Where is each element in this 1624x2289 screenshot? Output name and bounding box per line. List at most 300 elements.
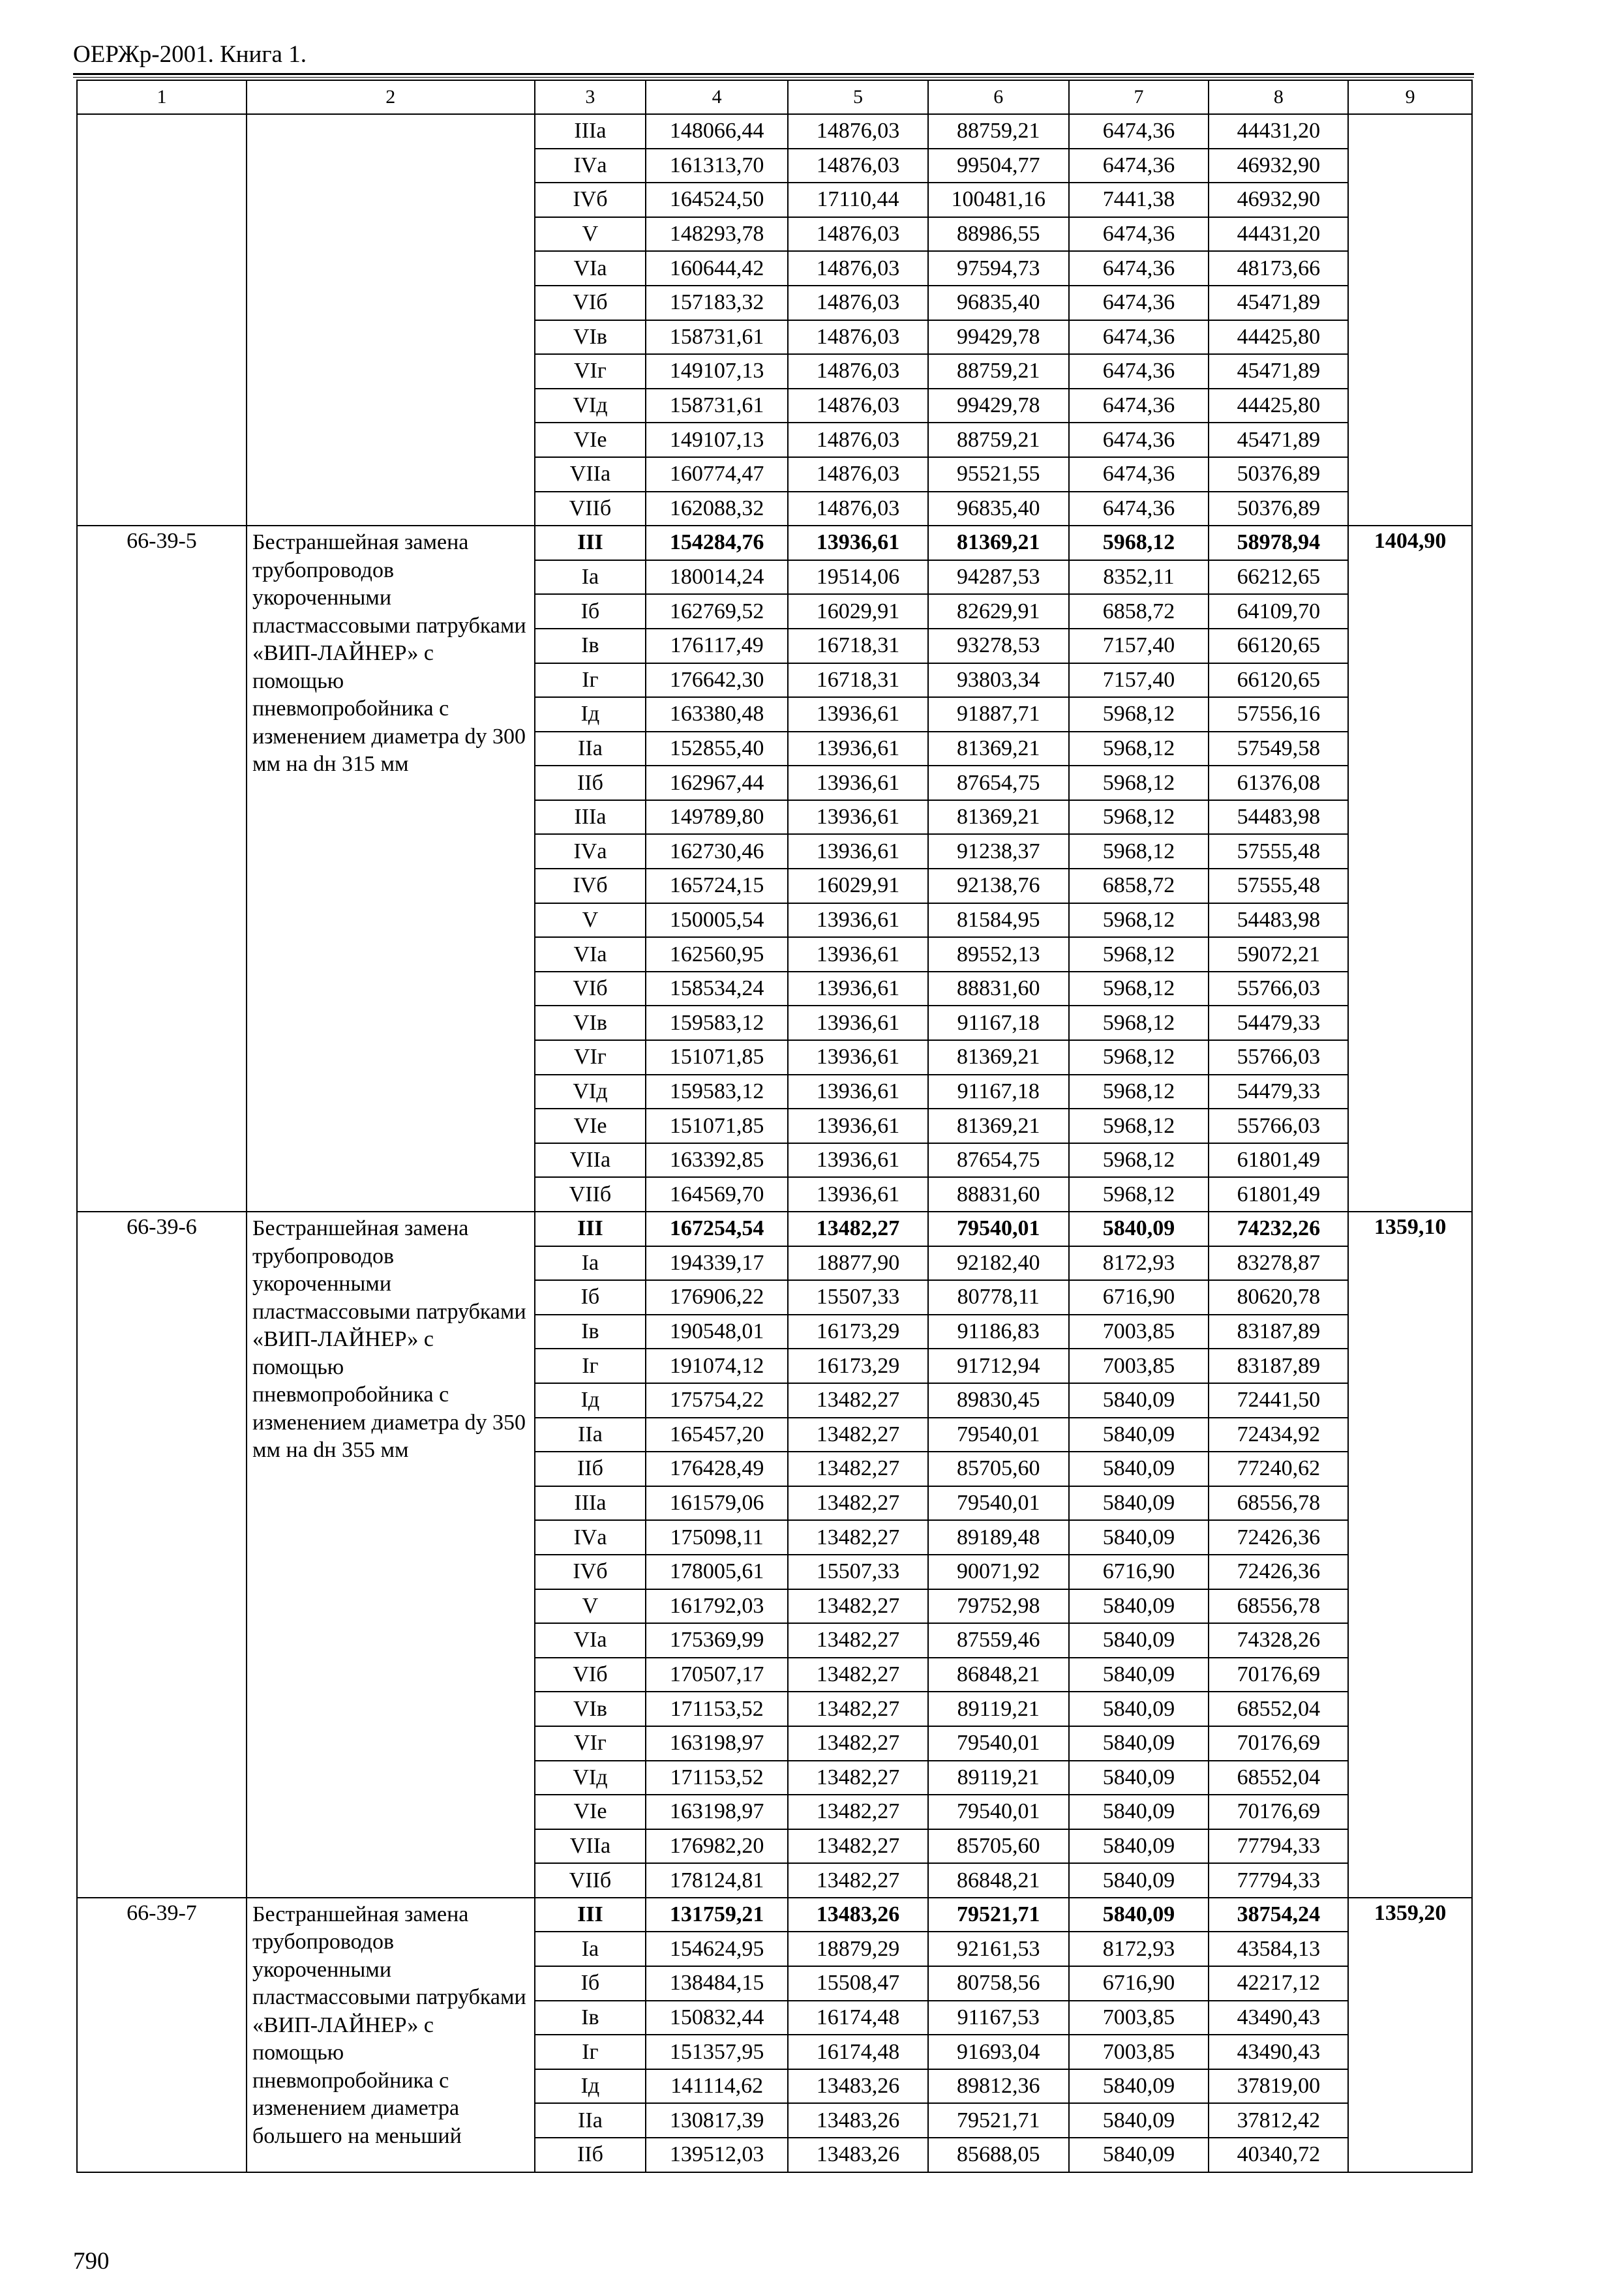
table-cell: IIIа bbox=[535, 1486, 646, 1521]
table-cell: Iб bbox=[535, 594, 646, 629]
table-cell: 74328,26 bbox=[1209, 1623, 1348, 1658]
table-cell: 80778,11 bbox=[928, 1280, 1069, 1315]
column-number-row bbox=[77, 80, 1472, 114]
table-cell: 42217,12 bbox=[1209, 1966, 1348, 2001]
table-cell: 97594,73 bbox=[928, 251, 1069, 286]
table-cell: Iа bbox=[535, 1246, 646, 1281]
table-cell: 161579,06 bbox=[646, 1486, 788, 1521]
table-cell: 70176,69 bbox=[1209, 1726, 1348, 1761]
table-cell: 6716,90 bbox=[1069, 1555, 1209, 1589]
table-cell: 152855,40 bbox=[646, 732, 788, 766]
table-cell: 171153,52 bbox=[646, 1692, 788, 1726]
table-cell: 13482,27 bbox=[788, 1520, 928, 1555]
table-cell: 72434,92 bbox=[1209, 1418, 1348, 1452]
table-cell: 14876,03 bbox=[788, 217, 928, 252]
table-cell: 68556,78 bbox=[1209, 1589, 1348, 1624]
table-cell: IIа bbox=[535, 1418, 646, 1452]
table-cell: 13936,61 bbox=[788, 766, 928, 800]
table-cell: 158534,24 bbox=[646, 972, 788, 1006]
table-cell: IIIа bbox=[535, 800, 646, 835]
table-cell: 13482,27 bbox=[788, 1761, 928, 1795]
table-cell: 5840,09 bbox=[1069, 1212, 1209, 1246]
table-cell: 176642,30 bbox=[646, 663, 788, 698]
table-cell: Iа bbox=[535, 560, 646, 595]
table-cell: 88759,21 bbox=[928, 423, 1069, 457]
table-cell: 154284,76 bbox=[646, 526, 788, 560]
table-cell: 81584,95 bbox=[928, 903, 1069, 938]
table-cell: 159583,12 bbox=[646, 1006, 788, 1040]
table-cell: 16173,29 bbox=[788, 1315, 928, 1349]
table-cell: 163380,48 bbox=[646, 697, 788, 732]
table-cell: 92182,40 bbox=[928, 1246, 1069, 1281]
table-cell: 44431,20 bbox=[1209, 217, 1348, 252]
table-cell: 55766,03 bbox=[1209, 972, 1348, 1006]
table-cell: VIг bbox=[535, 1040, 646, 1075]
table-cell: 40340,72 bbox=[1209, 2138, 1348, 2172]
table-cell: VIIб bbox=[535, 1177, 646, 1212]
table-cell: 87654,75 bbox=[928, 1143, 1069, 1178]
table-cell: 88831,60 bbox=[928, 1177, 1069, 1212]
table-cell: 154624,95 bbox=[646, 1932, 788, 1966]
table-cell: 13482,27 bbox=[788, 1486, 928, 1521]
table-cell: 8352,11 bbox=[1069, 560, 1209, 595]
table-cell: 171153,52 bbox=[646, 1761, 788, 1795]
table-cell: VIб bbox=[535, 286, 646, 320]
table-cell: VIIа bbox=[535, 457, 646, 492]
table-cell: 89119,21 bbox=[928, 1761, 1069, 1795]
table-cell: 72441,50 bbox=[1209, 1383, 1348, 1418]
column-number: 8 bbox=[1209, 80, 1348, 114]
table-cell: 81369,21 bbox=[928, 1040, 1069, 1075]
table-cell: V bbox=[535, 217, 646, 252]
table-cell: 68552,04 bbox=[1209, 1692, 1348, 1726]
table-cell: 43490,43 bbox=[1209, 2035, 1348, 2069]
table-cell: 13483,26 bbox=[788, 1898, 928, 1932]
table-cell: 93803,34 bbox=[928, 663, 1069, 698]
table-cell: 79540,01 bbox=[928, 1726, 1069, 1761]
table-cell: 6474,36 bbox=[1069, 217, 1209, 252]
table-cell: 165724,15 bbox=[646, 869, 788, 903]
table-cell: 178124,81 bbox=[646, 1863, 788, 1898]
table-cell: 5968,12 bbox=[1069, 800, 1209, 835]
table-cell: 79521,71 bbox=[928, 1898, 1069, 1932]
column-number: 9 bbox=[1348, 80, 1472, 114]
rate-description: Бестраншейная замена трубопроводов укороченными пластмассовыми патрубками «ВИП-ЛАЙНЕР» с помощью пневмопробойника с изменением диаметра dу 300 мм на dн 315 мм bbox=[247, 526, 535, 1212]
table-cell: 191074,12 bbox=[646, 1349, 788, 1383]
table-cell: 13482,27 bbox=[788, 1452, 928, 1486]
table-cell: 16029,91 bbox=[788, 594, 928, 629]
table-cell: 162769,52 bbox=[646, 594, 788, 629]
table-cell: 94287,53 bbox=[928, 560, 1069, 595]
table-cell: Iг bbox=[535, 1349, 646, 1383]
table-cell: 93278,53 bbox=[928, 629, 1069, 663]
table-cell: 66212,65 bbox=[1209, 560, 1348, 595]
table-cell: 96835,40 bbox=[928, 492, 1069, 526]
table-cell: VIIа bbox=[535, 1143, 646, 1178]
table-cell: 14876,03 bbox=[788, 389, 928, 423]
table-cell: IIа bbox=[535, 2103, 646, 2138]
table-cell: Iб bbox=[535, 1966, 646, 2001]
table-cell: 149789,80 bbox=[646, 800, 788, 835]
table-cell: 16173,29 bbox=[788, 1349, 928, 1383]
table-cell: VIIб bbox=[535, 492, 646, 526]
continued-cell bbox=[1348, 114, 1472, 526]
table-cell: VIв bbox=[535, 1692, 646, 1726]
table-cell: 88759,21 bbox=[928, 114, 1069, 149]
table-cell: 77240,62 bbox=[1209, 1452, 1348, 1486]
table-cell: 85705,60 bbox=[928, 1829, 1069, 1864]
table-cell: 80758,56 bbox=[928, 1966, 1069, 2001]
table-cell: 6474,36 bbox=[1069, 149, 1209, 183]
table-cell: 5840,09 bbox=[1069, 2138, 1209, 2172]
table-cell: 15508,47 bbox=[788, 1966, 928, 2001]
table-cell: 162730,46 bbox=[646, 834, 788, 869]
table-cell: 45471,89 bbox=[1209, 354, 1348, 389]
table-cell: 150832,44 bbox=[646, 2001, 788, 2035]
table-cell: 79521,71 bbox=[928, 2103, 1069, 2138]
table-cell: 44425,80 bbox=[1209, 320, 1348, 355]
header-rule bbox=[73, 73, 1474, 75]
table-cell: 141114,62 bbox=[646, 2069, 788, 2104]
table-cell: 72426,36 bbox=[1209, 1520, 1348, 1555]
column-number: 5 bbox=[788, 80, 928, 114]
table-cell: 5840,09 bbox=[1069, 1520, 1209, 1555]
table-cell: 6858,72 bbox=[1069, 869, 1209, 903]
table-cell: 6858,72 bbox=[1069, 594, 1209, 629]
table-cell: 6474,36 bbox=[1069, 423, 1209, 457]
table-cell: 99429,78 bbox=[928, 389, 1069, 423]
table-cell: 6474,36 bbox=[1069, 354, 1209, 389]
table-cell: 151357,95 bbox=[646, 2035, 788, 2069]
table-cell: 5968,12 bbox=[1069, 732, 1209, 766]
table-cell: Iг bbox=[535, 2035, 646, 2069]
table-cell: 6474,36 bbox=[1069, 251, 1209, 286]
rate-col9-value: 1359,20 bbox=[1348, 1898, 1472, 2172]
table-cell: 5968,12 bbox=[1069, 1109, 1209, 1143]
table-cell: 13482,27 bbox=[788, 1589, 928, 1624]
table-cell: 5968,12 bbox=[1069, 697, 1209, 732]
table-row bbox=[77, 1212, 1472, 1246]
table-cell: 70176,69 bbox=[1209, 1658, 1348, 1692]
table-cell: V bbox=[535, 903, 646, 938]
table-cell: 74232,26 bbox=[1209, 1212, 1348, 1246]
table-cell: 5840,09 bbox=[1069, 1829, 1209, 1864]
table-cell: 7003,85 bbox=[1069, 1349, 1209, 1383]
page-number: 790 bbox=[73, 2248, 110, 2275]
table-cell: 91167,53 bbox=[928, 2001, 1069, 2035]
table-cell: 151071,85 bbox=[646, 1040, 788, 1075]
table-cell: 48173,66 bbox=[1209, 251, 1348, 286]
table-cell: 5840,09 bbox=[1069, 1692, 1209, 1726]
page-header: ОЕРЖр-2001. Книга 1. bbox=[73, 41, 307, 68]
table-cell: 89189,48 bbox=[928, 1520, 1069, 1555]
table-cell: 79752,98 bbox=[928, 1589, 1069, 1624]
table-cell: 13936,61 bbox=[788, 834, 928, 869]
table-cell: 164524,50 bbox=[646, 183, 788, 217]
table-cell: 57555,48 bbox=[1209, 869, 1348, 903]
table-cell: 176117,49 bbox=[646, 629, 788, 663]
column-number: 7 bbox=[1069, 80, 1209, 114]
table-cell: 5840,09 bbox=[1069, 1452, 1209, 1486]
table-cell: Iд bbox=[535, 697, 646, 732]
table-cell: 5968,12 bbox=[1069, 1177, 1209, 1212]
table-cell: 61801,49 bbox=[1209, 1143, 1348, 1178]
table-cell: 55766,03 bbox=[1209, 1040, 1348, 1075]
table-cell: 80620,78 bbox=[1209, 1280, 1348, 1315]
table-cell: IVа bbox=[535, 1520, 646, 1555]
table-cell: 6474,36 bbox=[1069, 457, 1209, 492]
table-cell: VIг bbox=[535, 354, 646, 389]
table-cell: 96835,40 bbox=[928, 286, 1069, 320]
table-cell: 5968,12 bbox=[1069, 972, 1209, 1006]
table-cell: 85705,60 bbox=[928, 1452, 1069, 1486]
table-cell: 5968,12 bbox=[1069, 1075, 1209, 1109]
table-cell: 91167,18 bbox=[928, 1075, 1069, 1109]
table-cell: 175098,11 bbox=[646, 1520, 788, 1555]
table-cell: 13482,27 bbox=[788, 1829, 928, 1864]
table-cell: 66120,65 bbox=[1209, 663, 1348, 698]
table-cell: 88986,55 bbox=[928, 217, 1069, 252]
table-cell: 6474,36 bbox=[1069, 492, 1209, 526]
table-cell: 5840,09 bbox=[1069, 1726, 1209, 1761]
table-cell: 5840,09 bbox=[1069, 1623, 1209, 1658]
table-cell: 13936,61 bbox=[788, 526, 928, 560]
table-cell: 6474,36 bbox=[1069, 320, 1209, 355]
table-cell: 139512,03 bbox=[646, 2138, 788, 2172]
table-cell: 13936,61 bbox=[788, 1075, 928, 1109]
table-cell: 44425,80 bbox=[1209, 389, 1348, 423]
table-cell: 79540,01 bbox=[928, 1418, 1069, 1452]
table-body bbox=[77, 80, 1472, 2172]
table-cell: 131759,21 bbox=[646, 1898, 788, 1932]
table-cell: 45471,89 bbox=[1209, 286, 1348, 320]
table-cell: 13936,61 bbox=[788, 1040, 928, 1075]
table-cell: 46932,90 bbox=[1209, 149, 1348, 183]
table-cell: Iа bbox=[535, 1932, 646, 1966]
table-cell: VIв bbox=[535, 1006, 646, 1040]
table-cell: 13482,27 bbox=[788, 1726, 928, 1761]
table-cell: 61801,49 bbox=[1209, 1177, 1348, 1212]
rate-description: Бестраншейная замена трубопроводов укороченными пластмассовыми патрубками «ВИП-ЛАЙНЕР» с помощью пневмопробойника с изменением диаметра dу 350 мм на dн 355 мм bbox=[247, 1212, 535, 1898]
table-cell: 13936,61 bbox=[788, 1006, 928, 1040]
table-cell: 77794,33 bbox=[1209, 1863, 1348, 1898]
table-cell: 13483,26 bbox=[788, 2069, 928, 2104]
table-cell: 6474,36 bbox=[1069, 389, 1209, 423]
rate-col9-value: 1359,10 bbox=[1348, 1212, 1472, 1898]
table-cell: VIа bbox=[535, 1623, 646, 1658]
table-cell: 8172,93 bbox=[1069, 1246, 1209, 1281]
table-cell: 7003,85 bbox=[1069, 1315, 1209, 1349]
table-cell: 68556,78 bbox=[1209, 1486, 1348, 1521]
table-cell: 81369,21 bbox=[928, 800, 1069, 835]
table-cell: 7003,85 bbox=[1069, 2035, 1209, 2069]
table-cell: 162967,44 bbox=[646, 766, 788, 800]
table-cell: VIг bbox=[535, 1726, 646, 1761]
table-cell: 81369,21 bbox=[928, 1109, 1069, 1143]
table-cell: 91167,18 bbox=[928, 1006, 1069, 1040]
table-cell: VIе bbox=[535, 423, 646, 457]
table-cell: 43584,13 bbox=[1209, 1932, 1348, 1966]
table-cell: 16174,48 bbox=[788, 2035, 928, 2069]
table-cell: 13936,61 bbox=[788, 937, 928, 972]
table-cell: 5840,09 bbox=[1069, 1658, 1209, 1692]
table-cell: 165457,20 bbox=[646, 1418, 788, 1452]
table-cell: 158731,61 bbox=[646, 320, 788, 355]
table-cell: 14876,03 bbox=[788, 457, 928, 492]
table-cell: 176982,20 bbox=[646, 1829, 788, 1864]
table-cell: 64109,70 bbox=[1209, 594, 1348, 629]
table-cell: 7441,38 bbox=[1069, 183, 1209, 217]
column-number: 3 bbox=[535, 80, 646, 114]
table-cell: IVа bbox=[535, 149, 646, 183]
table-cell: 149107,13 bbox=[646, 354, 788, 389]
table-cell: 13482,27 bbox=[788, 1383, 928, 1418]
table-cell: 163198,97 bbox=[646, 1726, 788, 1761]
table-cell: 6474,36 bbox=[1069, 286, 1209, 320]
table-cell: 89812,36 bbox=[928, 2069, 1069, 2104]
table-cell: 13936,61 bbox=[788, 800, 928, 835]
table-cell: 54483,98 bbox=[1209, 903, 1348, 938]
table-cell: 149107,13 bbox=[646, 423, 788, 457]
table-cell: Iб bbox=[535, 1280, 646, 1315]
table-cell: 85688,05 bbox=[928, 2138, 1069, 2172]
table-cell: 6716,90 bbox=[1069, 1966, 1209, 2001]
table-cell: 14876,03 bbox=[788, 286, 928, 320]
table-cell: 13482,27 bbox=[788, 1418, 928, 1452]
table-cell: 138484,15 bbox=[646, 1966, 788, 2001]
table-cell: 45471,89 bbox=[1209, 423, 1348, 457]
table-cell: 13482,27 bbox=[788, 1212, 928, 1246]
table-cell: 90071,92 bbox=[928, 1555, 1069, 1589]
rate-code: 66-39-5 bbox=[77, 526, 247, 1212]
table-cell: 54479,33 bbox=[1209, 1006, 1348, 1040]
table-cell: V bbox=[535, 1589, 646, 1624]
table-cell: 13483,26 bbox=[788, 2138, 928, 2172]
table-cell: 13482,27 bbox=[788, 1623, 928, 1658]
table-cell: IIIа bbox=[535, 114, 646, 149]
table-cell: 5968,12 bbox=[1069, 526, 1209, 560]
table-cell: 6474,36 bbox=[1069, 114, 1209, 149]
table-cell: 95521,55 bbox=[928, 457, 1069, 492]
table-cell: IVа bbox=[535, 834, 646, 869]
table-cell: 99504,77 bbox=[928, 149, 1069, 183]
table-cell: 5840,09 bbox=[1069, 1383, 1209, 1418]
table-cell: 88831,60 bbox=[928, 972, 1069, 1006]
table-cell: Iд bbox=[535, 2069, 646, 2104]
table-cell: 13936,61 bbox=[788, 1109, 928, 1143]
table-cell: IVб bbox=[535, 183, 646, 217]
rate-code: 66-39-7 bbox=[77, 1898, 247, 2172]
table-cell: 14876,03 bbox=[788, 354, 928, 389]
table-cell: III bbox=[535, 526, 646, 560]
table-cell: VIIб bbox=[535, 1863, 646, 1898]
table-cell: 72426,36 bbox=[1209, 1555, 1348, 1589]
table-cell: 5968,12 bbox=[1069, 1143, 1209, 1178]
table-cell: 61376,08 bbox=[1209, 766, 1348, 800]
table-cell: 15507,33 bbox=[788, 1555, 928, 1589]
table-cell: 44431,20 bbox=[1209, 114, 1348, 149]
table-cell: 8172,93 bbox=[1069, 1932, 1209, 1966]
table-cell: 16718,31 bbox=[788, 629, 928, 663]
table-cell: 148066,44 bbox=[646, 114, 788, 149]
table-cell: 14876,03 bbox=[788, 149, 928, 183]
table-cell: 83187,89 bbox=[1209, 1315, 1348, 1349]
table-cell: 13936,61 bbox=[788, 972, 928, 1006]
column-number: 4 bbox=[646, 80, 788, 114]
header-rule-thin bbox=[73, 77, 1474, 78]
table-cell: 70176,69 bbox=[1209, 1795, 1348, 1829]
table-cell: 82629,91 bbox=[928, 594, 1069, 629]
table-cell: 18877,90 bbox=[788, 1246, 928, 1281]
table-cell: 157183,32 bbox=[646, 286, 788, 320]
table-cell: 190548,01 bbox=[646, 1315, 788, 1349]
table-cell: VIд bbox=[535, 1075, 646, 1109]
column-number: 2 bbox=[247, 80, 535, 114]
table-cell: 100481,16 bbox=[928, 183, 1069, 217]
table-cell: 57555,48 bbox=[1209, 834, 1348, 869]
table-cell: 170507,17 bbox=[646, 1658, 788, 1692]
table-cell: 159583,12 bbox=[646, 1075, 788, 1109]
table-cell: 5840,09 bbox=[1069, 1589, 1209, 1624]
table-cell: 92161,53 bbox=[928, 1932, 1069, 1966]
table-cell: 43490,43 bbox=[1209, 2001, 1348, 2035]
table-cell: 89830,45 bbox=[928, 1383, 1069, 1418]
table-cell: 7157,40 bbox=[1069, 663, 1209, 698]
table-cell: III bbox=[535, 1898, 646, 1932]
table-cell: 7157,40 bbox=[1069, 629, 1209, 663]
table-cell: 87559,46 bbox=[928, 1623, 1069, 1658]
table-cell: 89552,13 bbox=[928, 937, 1069, 972]
table-cell: 16718,31 bbox=[788, 663, 928, 698]
table-cell: 79540,01 bbox=[928, 1212, 1069, 1246]
table-cell: 37812,42 bbox=[1209, 2103, 1348, 2138]
table-cell: VIв bbox=[535, 320, 646, 355]
table-cell: 18879,29 bbox=[788, 1932, 928, 1966]
table-cell: 5968,12 bbox=[1069, 903, 1209, 938]
table-cell: 5968,12 bbox=[1069, 937, 1209, 972]
table-cell: VIа bbox=[535, 937, 646, 972]
table-cell: IVб bbox=[535, 1555, 646, 1589]
table-cell: 175754,22 bbox=[646, 1383, 788, 1418]
table-cell: 13482,27 bbox=[788, 1863, 928, 1898]
table-cell: 54483,98 bbox=[1209, 800, 1348, 835]
table-cell: VIа bbox=[535, 251, 646, 286]
table-cell: 13936,61 bbox=[788, 903, 928, 938]
table-cell: 194339,17 bbox=[646, 1246, 788, 1281]
table-cell: 163198,97 bbox=[646, 1795, 788, 1829]
table-cell: 79540,01 bbox=[928, 1486, 1069, 1521]
table-cell: 91712,94 bbox=[928, 1349, 1069, 1383]
continued-cell bbox=[77, 114, 247, 526]
table-cell: 5968,12 bbox=[1069, 1040, 1209, 1075]
table-cell: 50376,89 bbox=[1209, 457, 1348, 492]
table-cell: 6716,90 bbox=[1069, 1280, 1209, 1315]
column-number: 6 bbox=[928, 80, 1069, 114]
table-cell: 160644,42 bbox=[646, 251, 788, 286]
table-cell: 83278,87 bbox=[1209, 1246, 1348, 1281]
table-cell: 57556,16 bbox=[1209, 697, 1348, 732]
table-row bbox=[77, 114, 1472, 149]
table-cell: 158731,61 bbox=[646, 389, 788, 423]
table-cell: 13482,27 bbox=[788, 1658, 928, 1692]
table-cell: 162560,95 bbox=[646, 937, 788, 972]
table-cell: 14876,03 bbox=[788, 492, 928, 526]
table-cell: 5840,09 bbox=[1069, 1486, 1209, 1521]
table-cell: 17110,44 bbox=[788, 183, 928, 217]
table-cell: 13483,26 bbox=[788, 2103, 928, 2138]
table-cell: 164569,70 bbox=[646, 1177, 788, 1212]
table-cell: Iг bbox=[535, 663, 646, 698]
